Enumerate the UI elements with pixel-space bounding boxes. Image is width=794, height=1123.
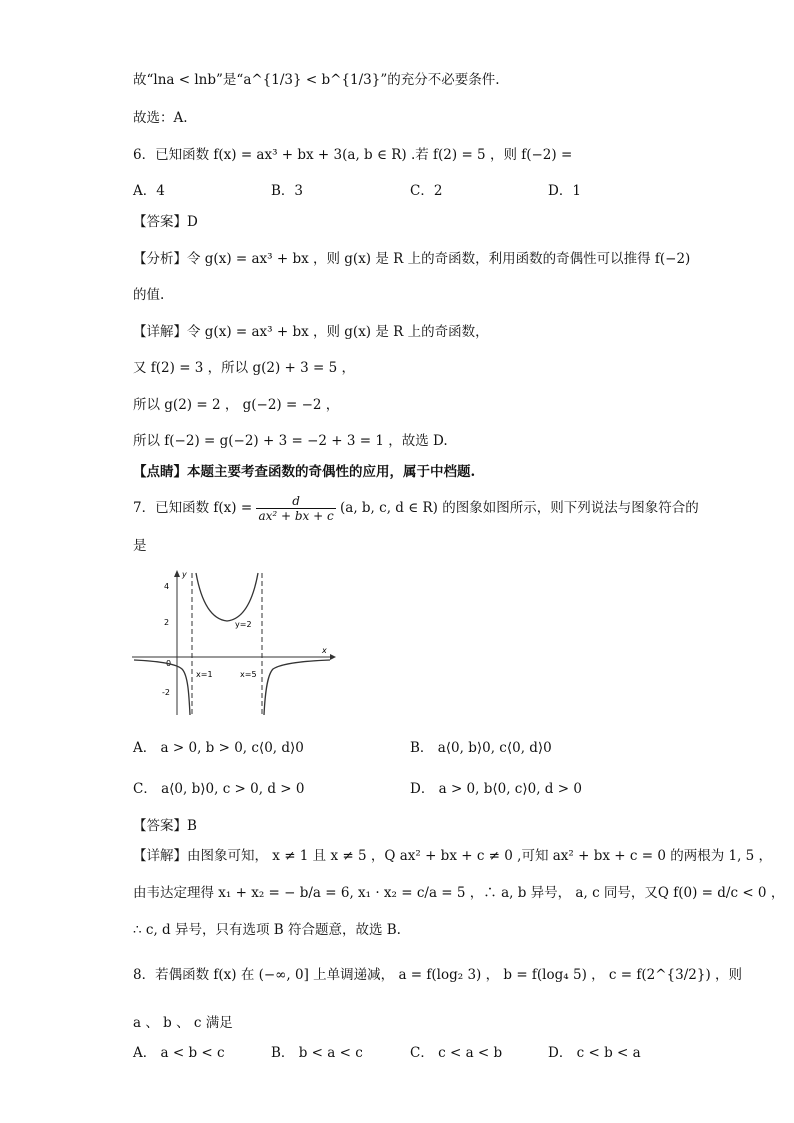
q7-fraction-numerator: d	[256, 494, 335, 509]
q7-function-graph	[130, 565, 340, 720]
graph-x-arrow	[330, 654, 336, 660]
q8-option-c: C． c < a < b	[410, 1045, 503, 1061]
q6-detail-4: 所以 f(−2) = g(−2) + 3 = −2 + 3 = 1 ，故选 D.	[133, 433, 448, 449]
q7-option-a: A． a > 0, b > 0, c⟨0, d⟩0	[133, 740, 304, 756]
q6-answer: 【答案】D	[133, 214, 198, 230]
graph-curve-right	[264, 660, 330, 715]
graph-origin-label: 0	[166, 659, 172, 668]
q6-stem: 6．已知函数 f(x) = ax³ + bx + 3(a, b ∈ R) .若 f(2) = 5 ，则 f(−2) =	[133, 147, 573, 163]
q6-detail-1: 【详解】令 g(x) = ax³ + bx ，则 g(x) 是 R 上的奇函数，	[133, 324, 489, 340]
graph-x-label: x	[322, 646, 327, 655]
q7-stem-suffix: (a, b, c, d ∈ R) 的图象如图所示，则下列说法与图象符合的	[340, 500, 699, 516]
q7-detail-2: 由韦达定理得 x₁ + x₂ = − b/a = 6, x₁ · x₂ = c/a = 5 ，∴ a, b 异号， a, c 同号，又Q f(0) = d/c < 0 ，	[133, 885, 785, 901]
q8-option-b: B． b < a < c	[271, 1045, 363, 1061]
q7-stem-2: 是	[133, 538, 147, 554]
q6-analysis-2: 的值.	[133, 287, 165, 303]
q7-fraction	[256, 494, 335, 523]
q6-option-b: B．3	[271, 183, 304, 199]
graph-y-tick-4: 4	[164, 582, 170, 591]
q8-stem-2: a 、 b 、 c 满足	[133, 1015, 233, 1031]
graph-y-tick-2: 2	[164, 618, 170, 627]
q7-fraction-denominator: ax² + bx + c	[258, 509, 334, 523]
q6-detail-2: 又 f(2) = 3 ，所以 g(2) + 3 = 5 ，	[133, 360, 355, 376]
q6-detail-3: 所以 g(2) = 2 ， g(−2) = −2 ，	[133, 397, 340, 413]
q6-option-c: C．2	[410, 183, 443, 199]
graph-asymptote-right-label: x=5	[240, 670, 257, 679]
q7-answer: 【答案】B	[133, 818, 197, 834]
q7-option-d: D． a > 0, b⟨0, c⟩0, d > 0	[410, 781, 582, 797]
graph-horizontal-label: y=2	[235, 620, 252, 629]
q7-stem-prefix: 7．已知函数 f(x) =	[133, 500, 253, 516]
q7-detail-3: ∴ c, d 异号，只有选项 B 符合题意，故选 B.	[133, 922, 401, 938]
prev-conclusion: 故“lna < lnb”是“a^{1/3} < b^{1/3}”的充分不必要条件.	[133, 72, 500, 88]
q7-option-b: B． a⟨0, b⟩0, c⟨0, d⟩0	[410, 740, 552, 756]
q7-option-c: C． a⟨0, b⟩0, c > 0, d > 0	[133, 781, 305, 797]
q6-option-d: D．1	[548, 183, 581, 199]
q6-option-a: A．4	[133, 183, 165, 199]
q7-detail-1: 【详解】由图象可知， x ≠ 1 且 x ≠ 5 ，Q ax² + bx + c ≠ 0 ,可知 ax² + bx + c = 0 的两根为 1, 5 ，	[133, 848, 773, 864]
q6-analysis-1: 【分析】令 g(x) = ax³ + bx ，则 g(x) 是 R 上的奇函数，利用函数的奇偶性可以推得 f(−2)	[133, 251, 691, 267]
q6-comment: 【点睛】本题主要考查函数的奇偶性的应用，属于中档题.	[133, 464, 476, 480]
q8-option-d: D． c < b < a	[548, 1045, 641, 1061]
q8-stem: 8．若偶函数 f(x) 在 (−∞, 0] 上单调递减， a = f(log₂ 3) ， b = f(log₄ 5) ， c = f(2^{3/2}) ，则	[133, 967, 742, 983]
graph-curve-middle	[196, 573, 258, 621]
graph-y-arrow	[174, 570, 180, 577]
graph-asymptote-left-label: x=1	[196, 670, 213, 679]
q8-option-a: A． a < b < c	[133, 1045, 225, 1061]
graph-y-tick-minus-2: -2	[162, 688, 170, 697]
q7-stem	[133, 494, 699, 523]
prev-choose: 故选：A.	[133, 110, 188, 126]
graph-y-label: y	[182, 570, 187, 579]
